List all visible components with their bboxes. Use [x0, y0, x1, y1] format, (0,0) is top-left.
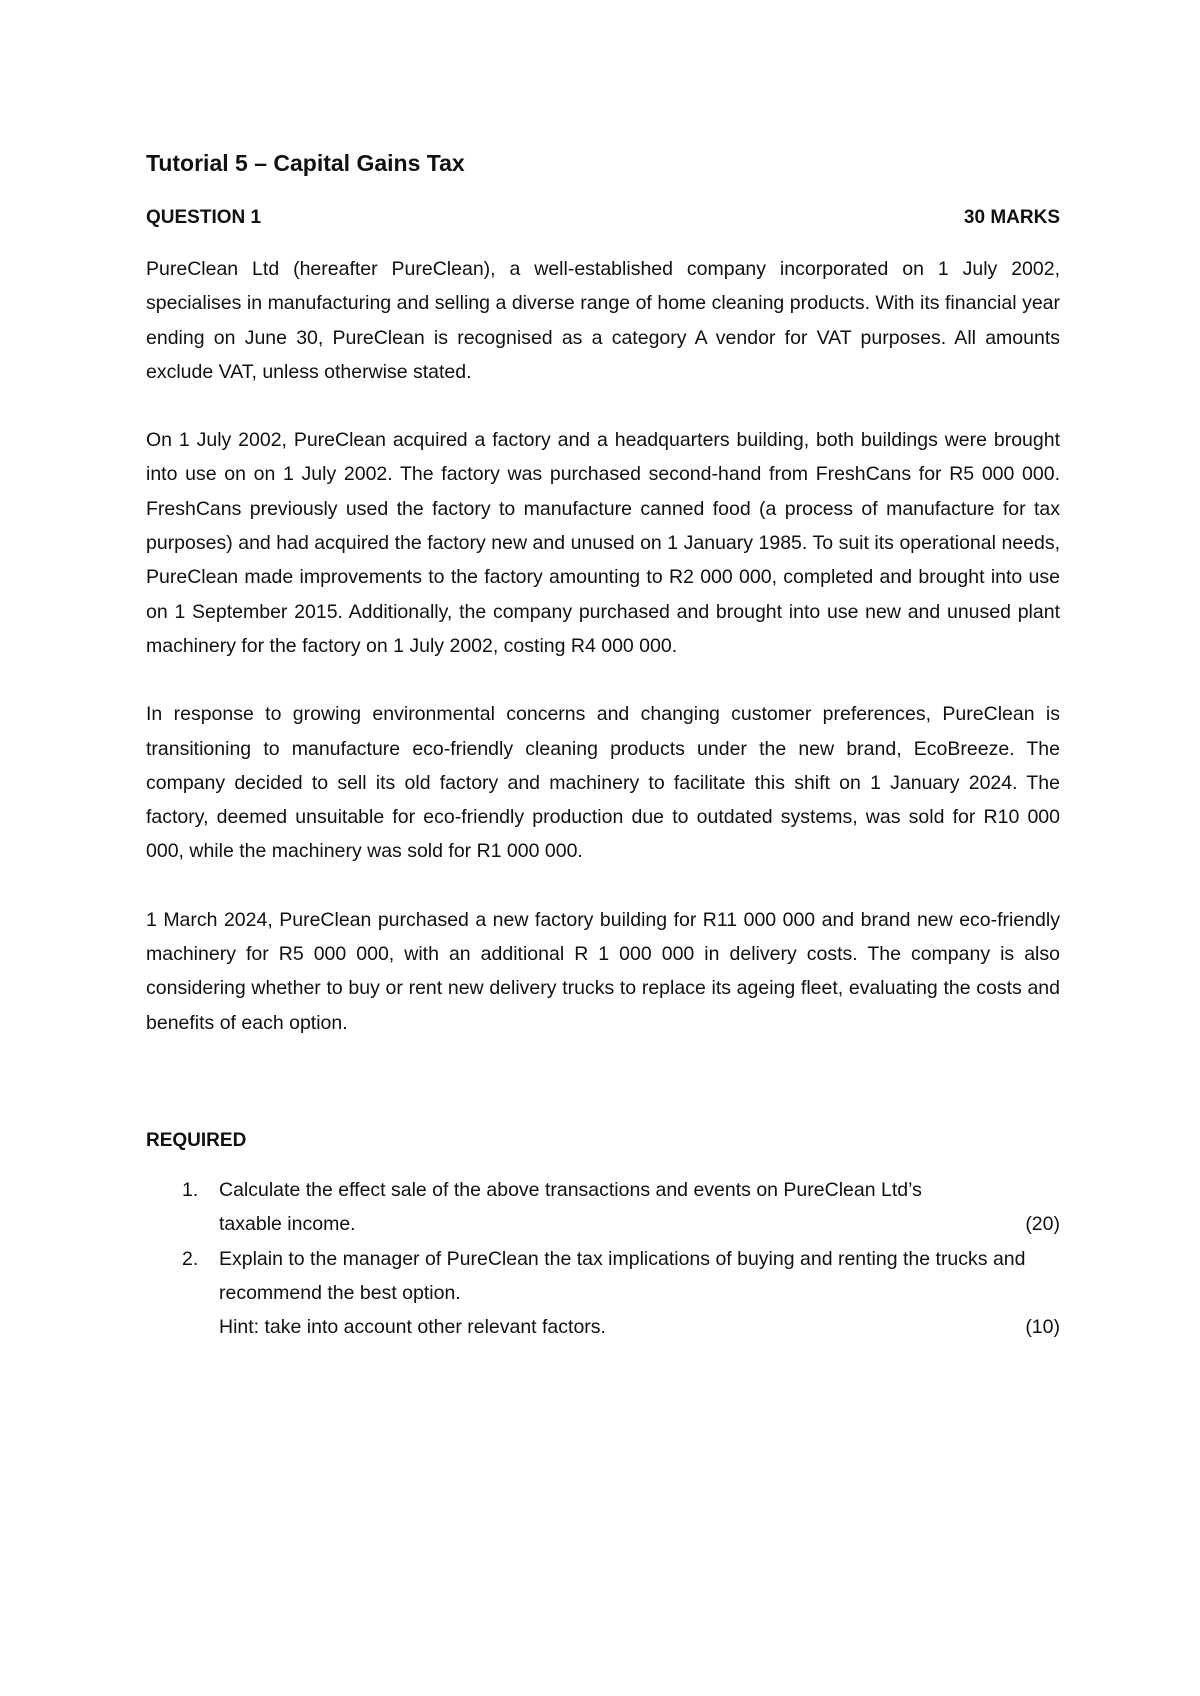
list-item [146, 1173, 1060, 1242]
paragraph-new-purchases: 1 March 2024, PureClean purchased a new factory building for R11 000 000 and brand new eco-friendly machinery for R5 000 000, with an additional R 1 000 000 in delivery costs. The company is also considering whether to buy or rent new delivery trucks to replace its ageing fleet, evaluating the costs and benefits of each option. [146, 908, 1060, 1034]
required-heading: REQUIRED [146, 1129, 247, 1151]
paragraph-sale: In response to growing environmental concerns and changing customer preferences, PureClean is transitioning to manufacture eco-friendly cleaning products under the new brand, EcoBreeze. The company decided to sell its old factory and machinery to facilitate this shift on 1 January 2024. The factory, deemed unsuitable for eco-friendly production due to outdated systems, was sold for R10 000 000, while the machinery was sold for R1 000 000. [146, 703, 1060, 863]
item-mark: (10) [1025, 1316, 1060, 1339]
item-mark: (20) [1025, 1213, 1060, 1236]
item-text: Explain to the manager of PureClean the tax implications of buying and renting the trucks and recommend the best option. [219, 1247, 1026, 1304]
item-number: 1. [182, 1178, 199, 1201]
question-header [146, 205, 1060, 231]
item-mark-line [219, 1207, 1060, 1241]
item-mark-line [219, 1310, 1060, 1344]
list-item [146, 1242, 1060, 1345]
page-title: Tutorial 5 – Capital Gains Tax [146, 150, 465, 176]
item-text-continued: taxable income. [219, 1213, 356, 1236]
item-number: 2. [182, 1247, 199, 1270]
marks-label: 30 MARKS [963, 207, 1060, 228]
item-text: Calculate the effect sale of the above transactions and events on PureClean Ltd’s [219, 1178, 922, 1201]
document-page [146, 148, 1060, 1344]
item-hint: Hint: take into account other relevant factors. [219, 1316, 606, 1339]
requirements-list [146, 1173, 1060, 1344]
question-label: QUESTION 1 [146, 207, 262, 228]
paragraph-acquisitions: On 1 July 2002, PureClean acquired a factory and a headquarters building, both buildings were brought into use on on 1 July 2002. The factory was purchased second-hand from FreshCans for R5 000 000. FreshCans previously used the factory to manufacture canned food (a process of manufacture for tax purposes) and had acquired the factory new and unused on 1 January 1985. To suit its operational needs, PureClean made improvements to the factory amounting to R2 000 000, completed and brought into use on 1 September 2015. Additionally, the company purchased and brought into use new and unused plant machinery for the factory on 1 July 2002, costing R4 000 000. [146, 429, 1060, 657]
paragraph-company-intro: PureClean Ltd (hereafter PureClean), a well-established company incorporated on 1 July 2002, specialises in manufacturing and selling a diverse range of home cleaning products. With its financial year ending on June 30, PureClean is recognised as a category A vendor for VAT purposes. All amounts exclude VAT, unless otherwise stated. [146, 258, 1060, 383]
